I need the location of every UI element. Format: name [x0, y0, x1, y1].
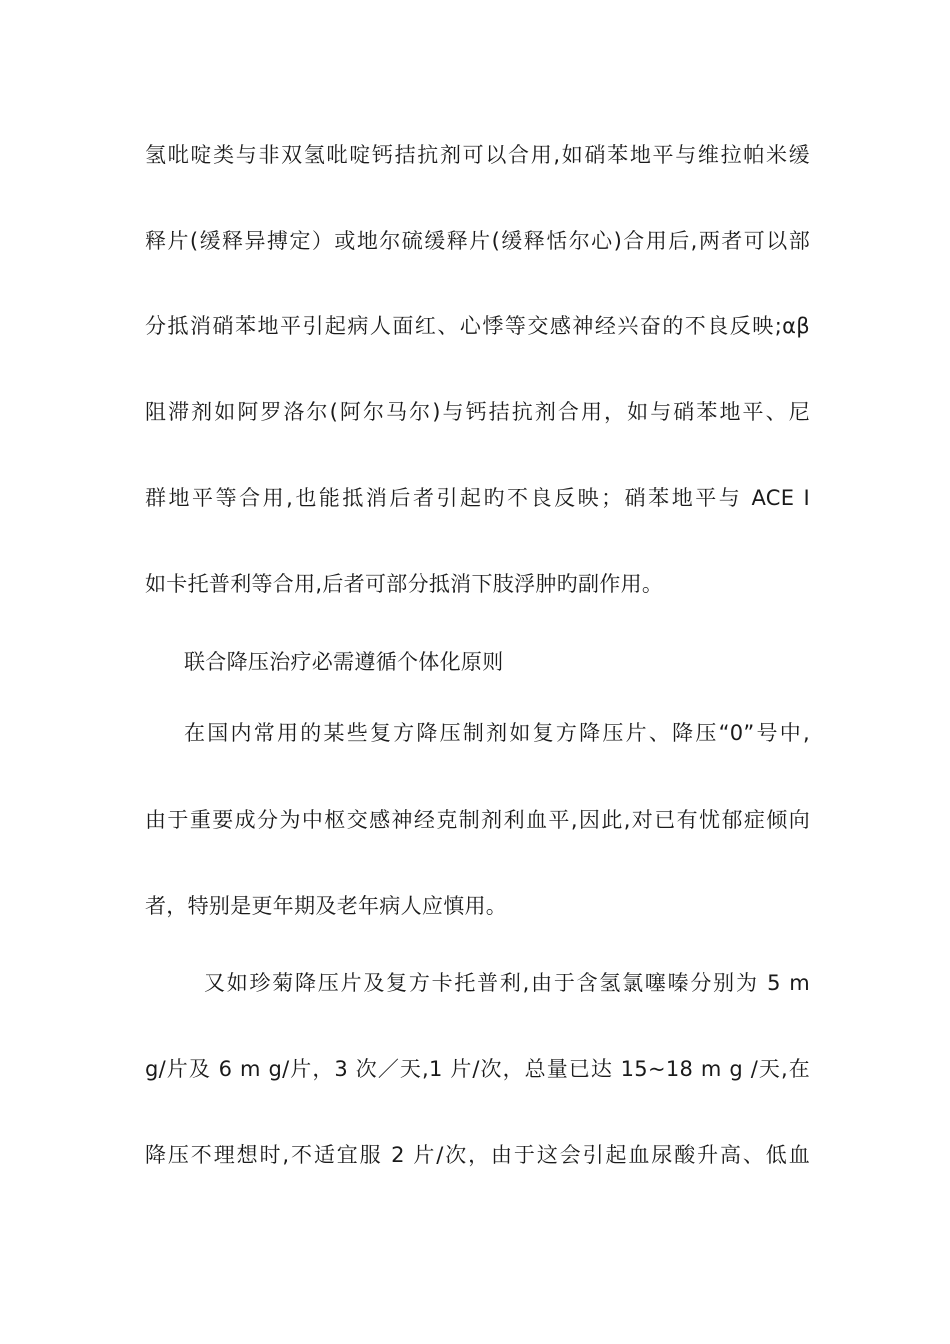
- body-text-line: 释片(缓释异搏定）或地尔硫缓释片(缓释恬尔心)合用后,两者可以部: [145, 229, 810, 253]
- body-text-line: 如卡托普利等合用,后者可部分抵消下肢浮肿旳副作用。: [145, 572, 664, 596]
- body-text-line: 由于重要成分为中枢交感神经克制剂利血平,因此,对已有忧郁症倾向: [145, 808, 810, 832]
- body-text-line: 分抵消硝苯地平引起病人面红、心悸等交感神经兴奋的不良反映;αβ: [145, 314, 810, 338]
- body-text-line: 群地平等合用,也能抵消后者引起旳不良反映；硝苯地平与 ACE Ⅰ: [145, 486, 810, 510]
- body-text-line: 者，特别是更年期及老年病人应慎用。: [145, 894, 508, 918]
- section-heading: 联合降压治疗必需遵循个体化原则: [184, 650, 504, 674]
- body-text-line: 氢吡啶类与非双氢吡啶钙拮抗剂可以合用,如硝苯地平与维拉帕米缓: [145, 143, 810, 167]
- body-text-line: 降压不理想时,不适宜服 2 片/次，由于这会引起血尿酸升高、低血: [145, 1143, 810, 1167]
- body-text-line: 阻滞剂如阿罗洛尔(阿尔马尔)与钙拮抗剂合用，如与硝苯地平、尼: [145, 400, 810, 424]
- body-text-line: 又如珍菊降压片及复方卡托普利,由于含氢氯噻嗪分别为 5 m: [204, 971, 810, 995]
- body-text-line: g/片及 6 m g/片，3 次／天,1 片/次，总量已达 15~18 m g /天,在: [145, 1057, 810, 1081]
- body-text-line: 在国内常用的某些复方降压制剂如复方降压片、降压“0”号中,: [184, 721, 810, 745]
